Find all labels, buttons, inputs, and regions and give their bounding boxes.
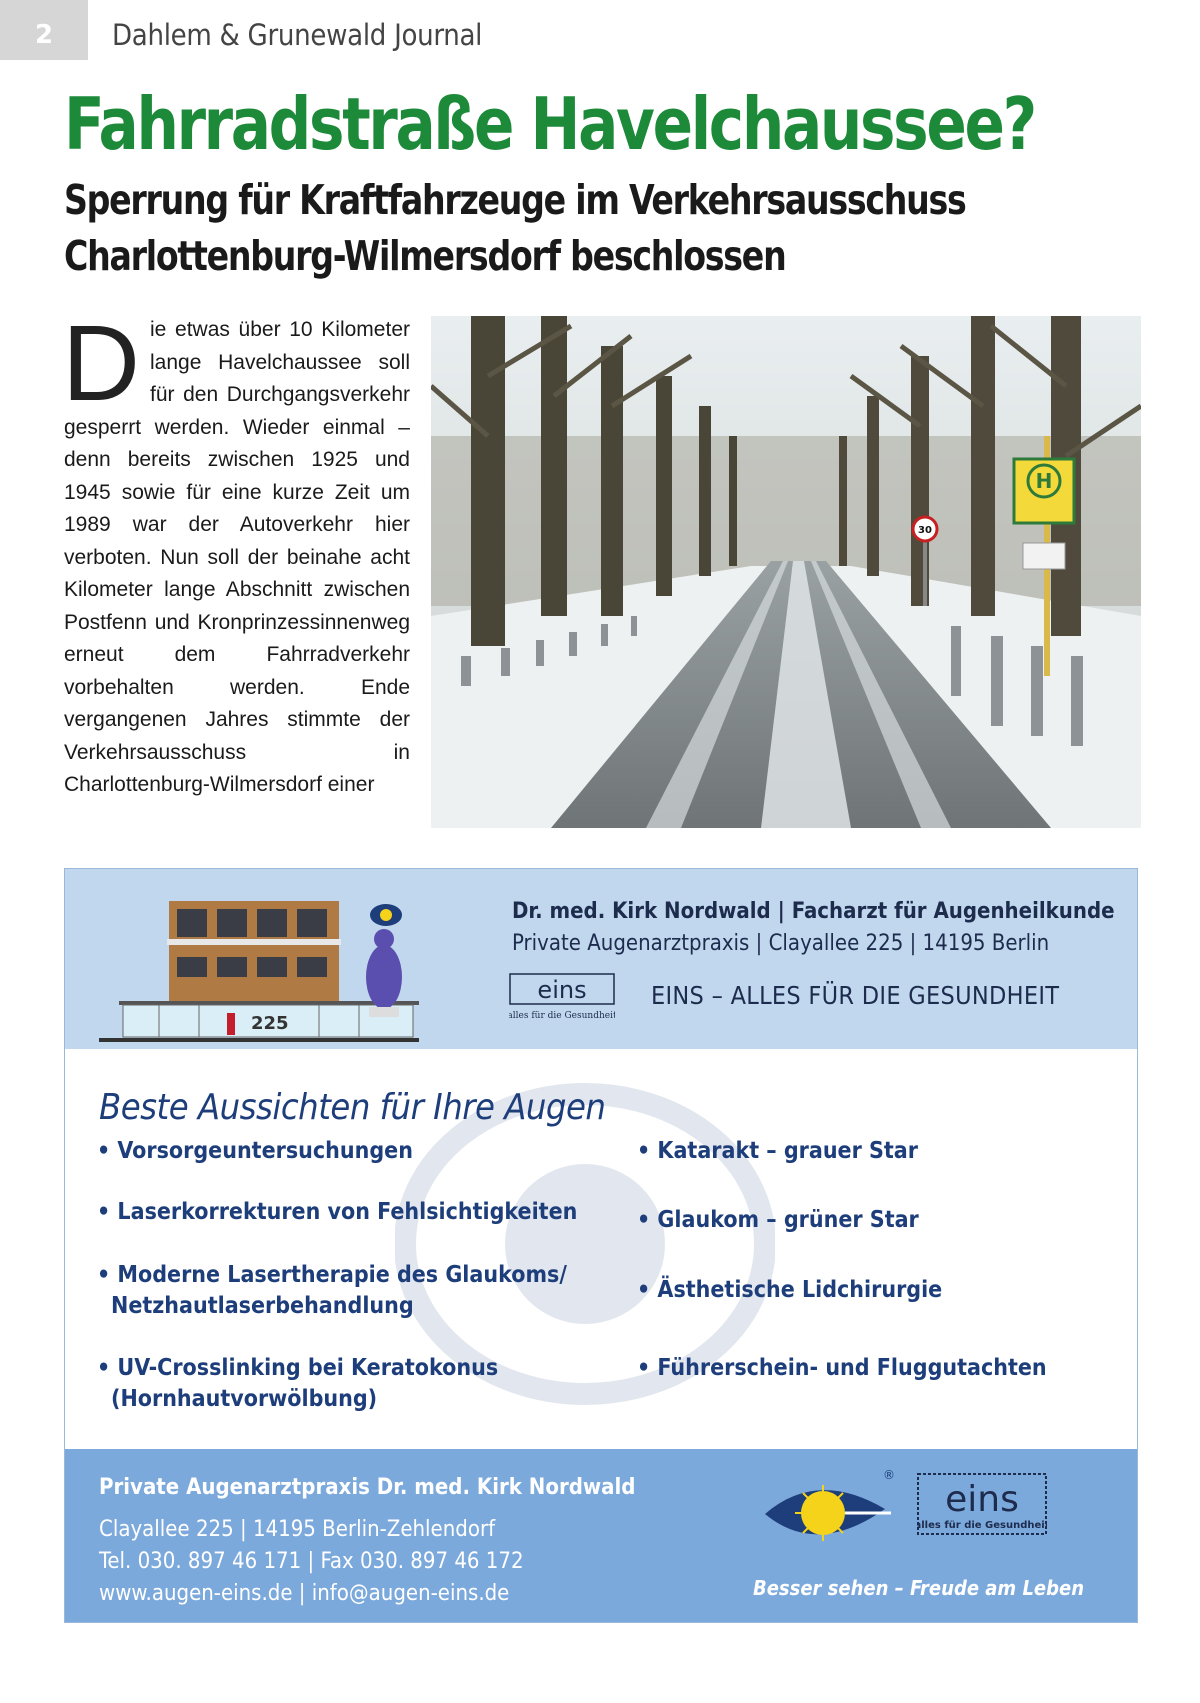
service-right-3: • Ästhetische Lidchirurgie	[637, 1277, 943, 1303]
footer-address: Clayallee 225 | 14195 Berlin-Zehlendorf	[99, 1517, 496, 1542]
service-text-cont: (Hornhautvorwölbung)	[111, 1386, 378, 1412]
eye-clinic-ad	[64, 868, 1138, 1623]
service-text: • Laserkorrekturen von Fehlsichtigkeiten	[97, 1199, 578, 1225]
practice-address: Private Augenarztpraxis | Clayallee 225 | 14195 Berlin	[512, 931, 1050, 956]
service-text: • Vorsorgeuntersuchungen	[97, 1138, 413, 1164]
snowy-road-photo	[431, 316, 1141, 828]
ad-header-band	[65, 869, 1138, 1049]
footer-phone: Tel. 030. 897 46 171 | Fax 030. 897 46 172	[99, 1549, 524, 1574]
clinic-building-illustration	[99, 895, 449, 1045]
eins-logo-large	[917, 1473, 1047, 1535]
speed-limit-sign: 30	[918, 525, 932, 536]
article-body	[62, 302, 410, 802]
drop-cap: D	[62, 302, 140, 423]
ad-slogan: Besser sehen – Freude am Leben	[753, 1576, 1085, 1600]
footer-title: Private Augenarztpraxis Dr. med. Kirk Nordwald	[99, 1475, 636, 1500]
article-photo	[431, 316, 1141, 828]
building-number: 225	[251, 1013, 289, 1034]
service-left-3	[97, 1260, 567, 1322]
registered-mark: ®	[883, 1468, 895, 1482]
bus-stop-sign: H	[1035, 469, 1053, 493]
service-right-2: • Glaukom – grüner Star	[637, 1207, 919, 1233]
service-left-4	[97, 1353, 498, 1415]
journal-name: Dahlem & Grunewald Journal	[112, 18, 483, 52]
service-left-1	[97, 1136, 413, 1167]
article-text: ie etwas über 10 Kilometer lange Havelchaussee soll für den Durchgangsverkehr gesperrt werden. Wieder einmal – denn bereits zwischen 1925 und 1945 sowie für eine kurze Zeit um 1989 war der Autoverkehr hier verboten. Nun soll der beinahe acht Kilometer lange Abschnitt zwischen Postfenn und Kronprinzessinnenweg erneut dem Fahrradverkehr vorbehalten werden. Ende vergangenen Jahres stimmte der Verkehrsausschuss in Charlottenburg-Wilmersdorf einer	[64, 318, 410, 796]
subhead-line-2: Charlottenburg-Wilmersdorf beschlossen	[64, 232, 786, 280]
article-subhead	[64, 172, 966, 284]
ad-title: Beste Aussichten für Ihre Augen	[99, 1087, 606, 1128]
subhead-line-1: Sperrung für Kraftfahrzeuge im Verkehrsausschuss	[64, 176, 966, 224]
service-right-4: • Führerschein- und Fluggutachten	[637, 1355, 1047, 1381]
service-left-2	[97, 1197, 577, 1228]
eins-logo-text: eins	[537, 976, 587, 1004]
eins-logo-subtext: alles für die Gesundheit	[917, 1520, 1047, 1531]
eins-tagline: EINS – ALLES FÜR DIE GESUNDHEIT	[651, 981, 1060, 1010]
eye-logo	[757, 1459, 897, 1559]
page-number: 2	[0, 0, 88, 60]
eins-logo-text: eins	[945, 1479, 1019, 1520]
footer-web: www.augen-eins.de | info@augen-eins.de	[99, 1581, 510, 1606]
doctor-name: Dr. med. Kirk Nordwald | Facharzt für Augenheilkunde	[512, 899, 1115, 924]
service-right-1: • Katarakt – grauer Star	[637, 1138, 918, 1164]
service-text: • UV-Crosslinking bei Keratokonus	[97, 1355, 499, 1381]
eins-logo-subtext: alles für die Gesundheit	[509, 1011, 615, 1021]
service-text-cont: Netzhautlaserbehandlung	[111, 1293, 414, 1319]
article-headline: Fahrradstraße Havelchaussee?	[64, 82, 1035, 166]
eins-logo-small	[509, 973, 615, 1021]
service-text: • Moderne Lasertherapie des Glaukoms/	[97, 1262, 567, 1288]
